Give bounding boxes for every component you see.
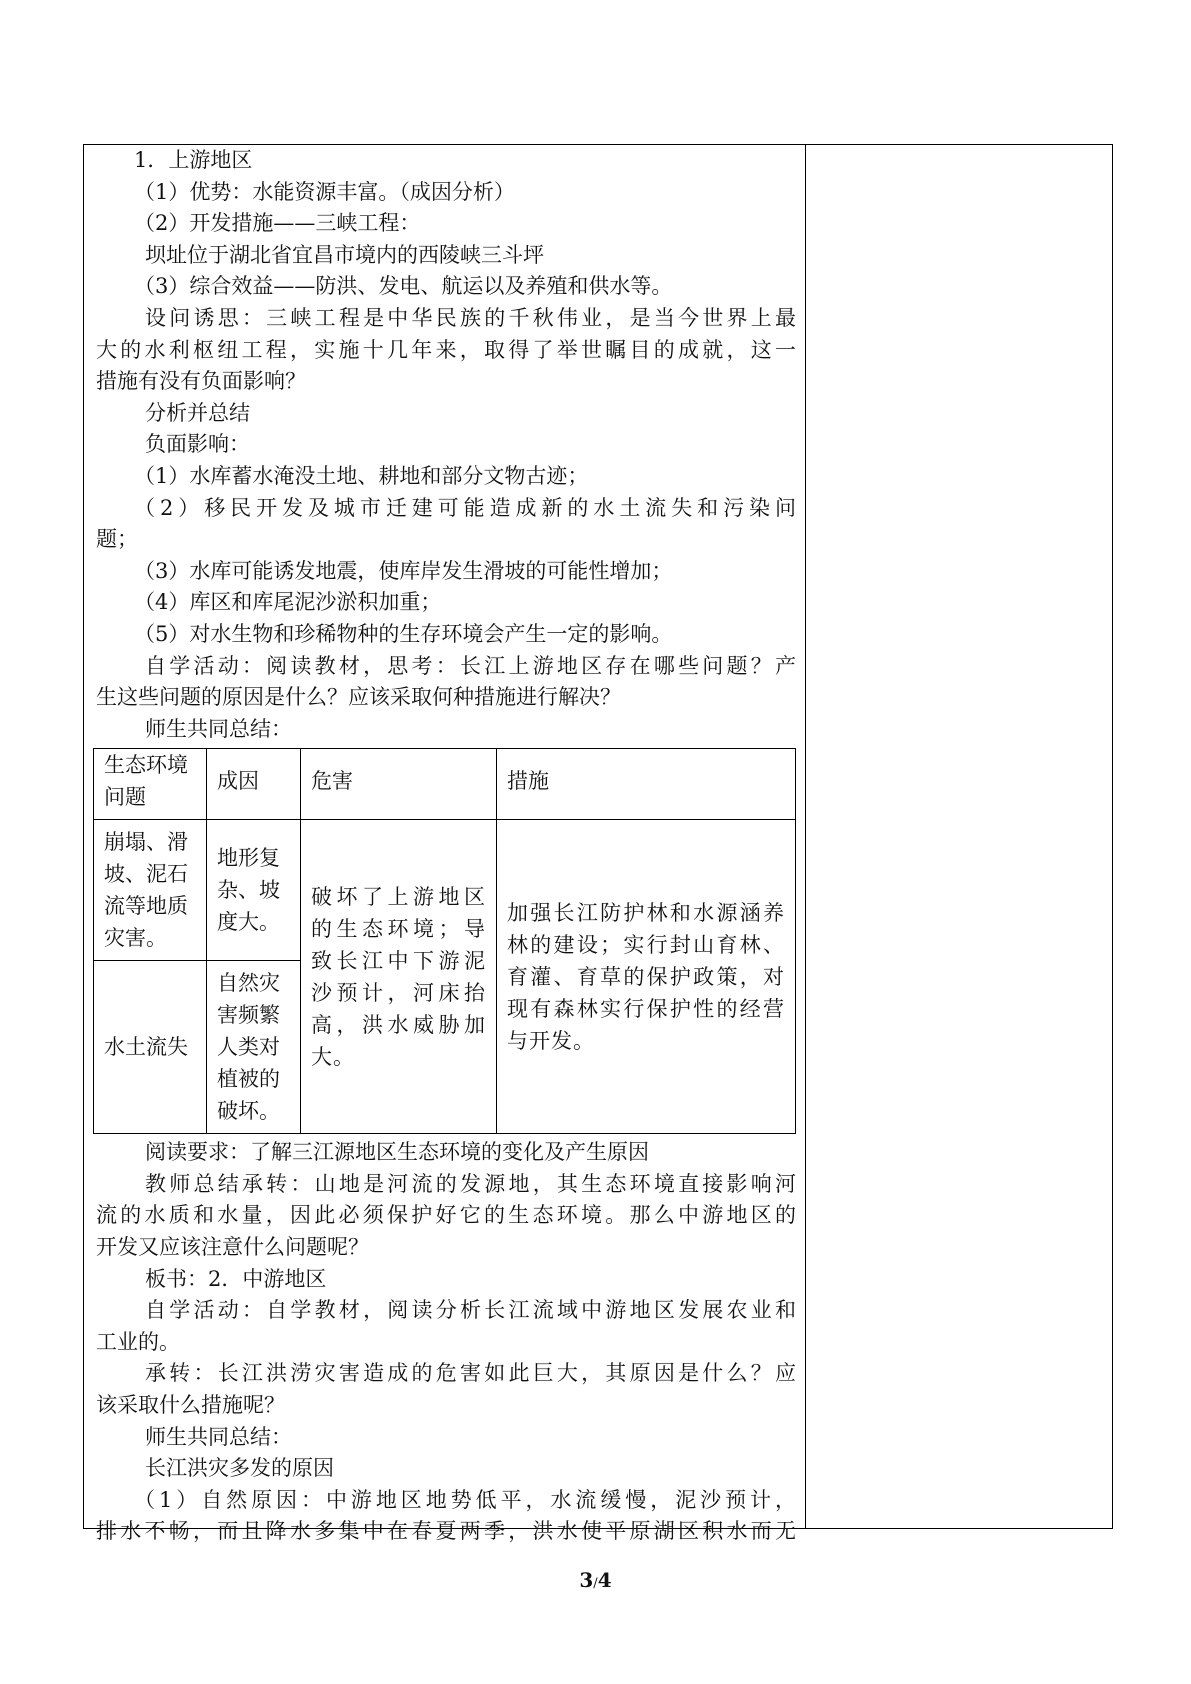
text-line: 承转：长江洪涝灾害造成的危害如此巨大，其原因是什么？应 [145, 1361, 796, 1386]
text-line: 自学活动：阅读教材，思考：长江上游地区存在哪些问题？产 [145, 653, 796, 678]
header-harm: 危害 [301, 749, 497, 820]
text-line: （1）优势：水能资源丰富。（成因分析） [134, 179, 515, 204]
text-line: 师生共同总结： [145, 1424, 292, 1449]
text-line: （2）开发措施——三峡工程： [134, 211, 421, 236]
page-separator: / [593, 1576, 598, 1591]
row2-problem: 水土流失 [94, 961, 207, 1134]
text-line: 排水不畅，而且降水多集中在春夏两季，洪水使平原湖区积水而无 [96, 1519, 796, 1544]
harm-cell: 破坏了上游地区的生态环境；导致长江中下游泥沙预计，河床抬高，洪水威胁加大。 [301, 820, 497, 1134]
text-line: （1）自然原因：中游地区地势低平，水流缓慢，泥沙预计， [134, 1487, 796, 1512]
page-number [0, 1568, 1191, 1592]
page-total: 4 [597, 1568, 612, 1592]
lesson-plan-frame [83, 144, 1113, 1544]
text-line: 板书：2．中游地区 [145, 1266, 327, 1291]
text-line: 1．上游地区 [134, 148, 253, 172]
text-line: （2）移民开发及城市迁建可能造成新的水土流失和污染问 [134, 495, 796, 520]
text-line: 流的水质和水量，因此必须保护好它的生态环境。那么中游地区的 [96, 1203, 796, 1228]
text-line: 开发又应该注意什么问题呢？ [96, 1235, 369, 1260]
row2-cause: 自然灾害频繁人类对植被的破坏。 [207, 961, 301, 1134]
middle-reaches-section [96, 1137, 796, 1548]
row1-problem: 崩塌、滑坡、泥石流等地质灾害。 [94, 820, 207, 961]
text-line: （4）库区和库尾泥沙淤积加重； [134, 590, 442, 615]
text-line: 设问诱思：三峡工程是中华民族的千秋伟业，是当今世界上最 [145, 305, 796, 330]
text-line: 该采取什么措施呢？ [96, 1393, 285, 1418]
table-row [94, 820, 796, 961]
header-cause: 成因 [207, 749, 301, 820]
text-line: 分析并总结 [145, 400, 250, 425]
text-line: （3）水库可能诱发地震，使库岸发生滑坡的可能性增加； [134, 558, 673, 583]
text-line: 长江洪灾多发的原因 [145, 1456, 334, 1481]
lesson-content [96, 145, 796, 1548]
text-line: 工业的。 [96, 1329, 180, 1354]
text-line: 教师总结承转：山地是河流的发源地，其生态环境直接影响河 [145, 1171, 796, 1196]
measure-cell: 加强长江防护林和水源涵养林的建设；实行封山育林、育灌、育草的保护政策，对现有森林实行保护性的经营与开发。 [497, 820, 796, 1134]
header-problem: 生态环境问题 [94, 749, 207, 820]
text-line: 大的水利枢纽工程，实施十几年来，取得了举世瞩目的成就，这一 [96, 337, 796, 362]
text-line: 自学活动：自学教材，阅读分析长江流域中游地区发展农业和 [145, 1298, 796, 1323]
text-line: 题； [96, 527, 138, 552]
column-divider [805, 145, 806, 1528]
text-line: 负面影响： [145, 432, 250, 457]
text-line: （3）综合效益——防洪、发电、航运以及养殖和供水等。 [134, 274, 673, 299]
text-line: 措施有没有负面影响？ [96, 369, 306, 394]
text-line: （1）水库蓄水淹没土地、耕地和部分文物古迹； [134, 463, 589, 488]
text-line: 坝址位于湖北省宜昌市境内的西陵峡三斗坪 [145, 242, 544, 267]
text-line: 师生共同总结： [145, 716, 292, 741]
upper-reaches-section [96, 145, 796, 745]
table-header-row [94, 749, 796, 820]
text-line: 生这些问题的原因是什么？应该采取何种措施进行解决？ [96, 685, 621, 710]
header-measure: 措施 [497, 749, 796, 820]
page-current: 3 [579, 1568, 594, 1592]
text-line: 阅读要求：了解三江源地区生态环境的变化及产生原因 [145, 1140, 649, 1165]
row1-cause: 地形复杂、坡度大。 [207, 820, 301, 961]
eco-problems-table [93, 748, 796, 1134]
text-line: （5）对水生物和珍稀物种的生存环境会产生一定的影响。 [134, 621, 673, 646]
